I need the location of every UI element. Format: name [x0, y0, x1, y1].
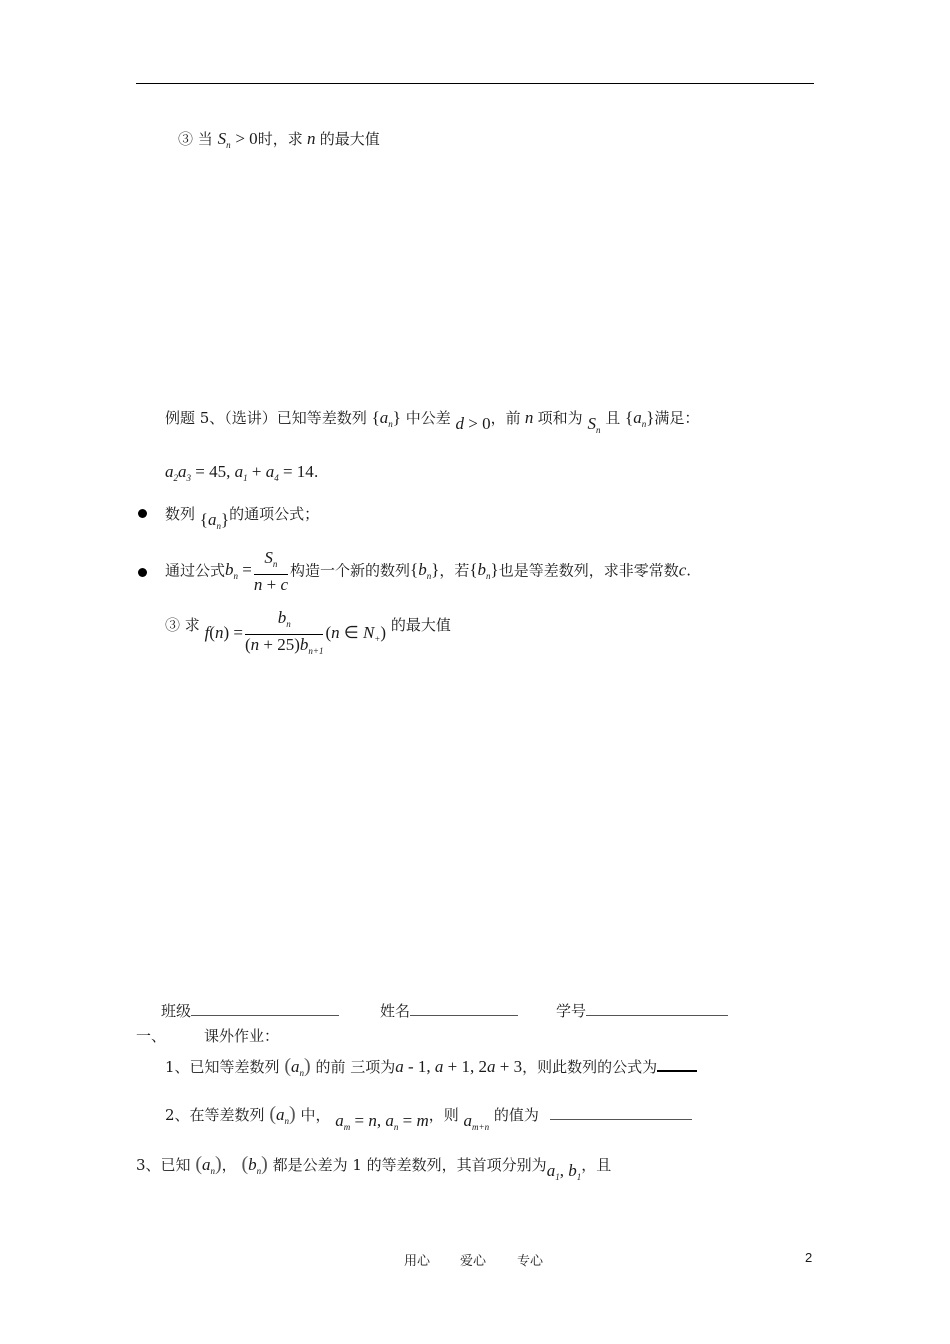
hw3-prefix: 3、已知: [136, 1156, 191, 1174]
id-blank[interactable]: [586, 1001, 728, 1016]
footer-mid: 爱心: [460, 1254, 487, 1269]
hw3-suffix: ，且: [581, 1156, 612, 1174]
hw3-comma: ，: [221, 1156, 237, 1174]
hw2-answer-blank[interactable]: [550, 1105, 692, 1120]
condition-line: [165, 462, 319, 483]
name-label: 姓名: [380, 1002, 411, 1020]
hw1-prefix: 1、已知等差数列: [165, 1058, 280, 1076]
fn-formula: f(n) = $\frac{b_n}{(n + 25)b_{n+1}}$ (n ∈ $N_+$): [204, 608, 387, 656]
seq-an-formula-2: $\{a_n\}$: [625, 408, 655, 429]
hw1-seq: $(a_n)$: [284, 1055, 311, 1078]
ex5-mid3: 项和为: [537, 409, 583, 427]
q3-var-n: n: [302, 129, 320, 148]
name-field: [380, 1000, 518, 1021]
hw-2-line: [165, 1103, 692, 1132]
b2-formula: $b_n$ = $\frac{S_n}{n + c}$: [225, 548, 288, 594]
hw3-firsts: $a_1$, $b_1$: [546, 1161, 582, 1182]
hw1-terms: a - 1, a + 1, 2a + 3: [395, 1057, 523, 1076]
q3-prefix: ③ 当: [178, 130, 213, 148]
name-blank[interactable]: [410, 1001, 518, 1016]
hw2-condition: $a_m = n$, $a_n = m$: [335, 1111, 429, 1132]
hw3-seq-a: $(a_n)$: [195, 1153, 222, 1176]
id-label: 学号: [556, 1002, 587, 1020]
homework-heading: [136, 1025, 166, 1046]
b2-seq-bn: $\{b_n\}$: [410, 560, 440, 582]
bullet-2-line: [165, 548, 691, 595]
ex5-sn-formula: $S_n$: [587, 414, 601, 435]
condition-end: .: [313, 463, 319, 481]
q3-mid: 时，求: [257, 130, 303, 148]
b1-prefix: 数列: [165, 505, 196, 523]
hw2-seq: $(a_n)$: [269, 1103, 296, 1126]
example-5-line: [165, 407, 700, 435]
hw-num: 一、: [136, 1027, 167, 1045]
question-3-line: [178, 128, 380, 150]
hw2-mid2: ，则: [428, 1106, 459, 1124]
hw3-seq-b: $(b_n)$: [241, 1153, 268, 1176]
ex5-mid4: 且: [605, 409, 621, 427]
b2-var-c: c: [678, 560, 687, 580]
hw2-target: $a_{m+n}$: [463, 1111, 490, 1132]
hw2-prefix: 2、在等差数列: [165, 1106, 265, 1124]
homework-title-wrap: [204, 1025, 279, 1046]
b2-mid1: 构造一个新的数列: [290, 561, 411, 580]
page-number: 2: [805, 1250, 813, 1265]
b2-suffix: .: [686, 561, 692, 580]
hw3-mid: 都是公差为 1 的等差数列，其首项分别为: [272, 1156, 547, 1174]
hw-title: 课外作业：: [204, 1027, 280, 1045]
class-field: [161, 1000, 339, 1021]
b2-prefix: 通过公式: [165, 561, 226, 580]
b1-seq-formula: $\{a_n\}$: [199, 510, 230, 531]
header-rule: [136, 83, 814, 84]
q3-suffix: 的最大值: [319, 130, 380, 148]
b1-suffix: 的通项公式；: [229, 505, 320, 523]
footer-right: 专心: [517, 1254, 544, 1269]
b2-mid2: ，若: [439, 561, 470, 580]
ex5-suffix: 满足：: [654, 409, 700, 427]
ex5-mid1: 中公差: [405, 409, 451, 427]
hw1-answer-blank[interactable]: [657, 1056, 697, 1072]
ex5-d-formula: d > 0: [455, 414, 491, 433]
ex5-var-n: n: [520, 408, 538, 427]
condition-formula: $a_2a_3 = 45$, $a_1 + a_4 = 14$: [165, 462, 314, 483]
b2-seq-bn-2: $\{b_n\}$: [469, 560, 499, 582]
hw2-mid1: 中，: [300, 1106, 331, 1124]
ex5-mid2: ，前: [490, 409, 521, 427]
hw-3-line: [136, 1153, 612, 1182]
bullet-dot: [138, 509, 147, 518]
q5-3-prefix: ③ 求: [165, 616, 200, 635]
footer-left: 用心: [404, 1254, 431, 1269]
question-5-3-line: [165, 608, 451, 661]
class-label: 班级: [161, 1002, 192, 1020]
bullet-1-line: [165, 503, 320, 531]
b2-mid3: 也是等差数列，求非零常数: [498, 561, 679, 580]
class-blank[interactable]: [191, 1001, 339, 1016]
q5-3-suffix: 的最大值: [390, 616, 451, 635]
bullet-dot: [138, 568, 147, 577]
id-field: [556, 1000, 728, 1021]
seq-an-formula: $\{a_n\}$: [371, 408, 401, 429]
q3-formula: $S_n > 0$: [217, 129, 258, 150]
hw1-suffix: ，则此数列的公式为: [522, 1058, 658, 1076]
ex5-prefix: 例题 5、（选讲）已知等差数列: [165, 409, 367, 427]
hw2-suffix: 的值为: [493, 1106, 539, 1124]
hw1-mid: 的前 三项为: [315, 1058, 396, 1076]
hw-1-line: [165, 1055, 697, 1078]
